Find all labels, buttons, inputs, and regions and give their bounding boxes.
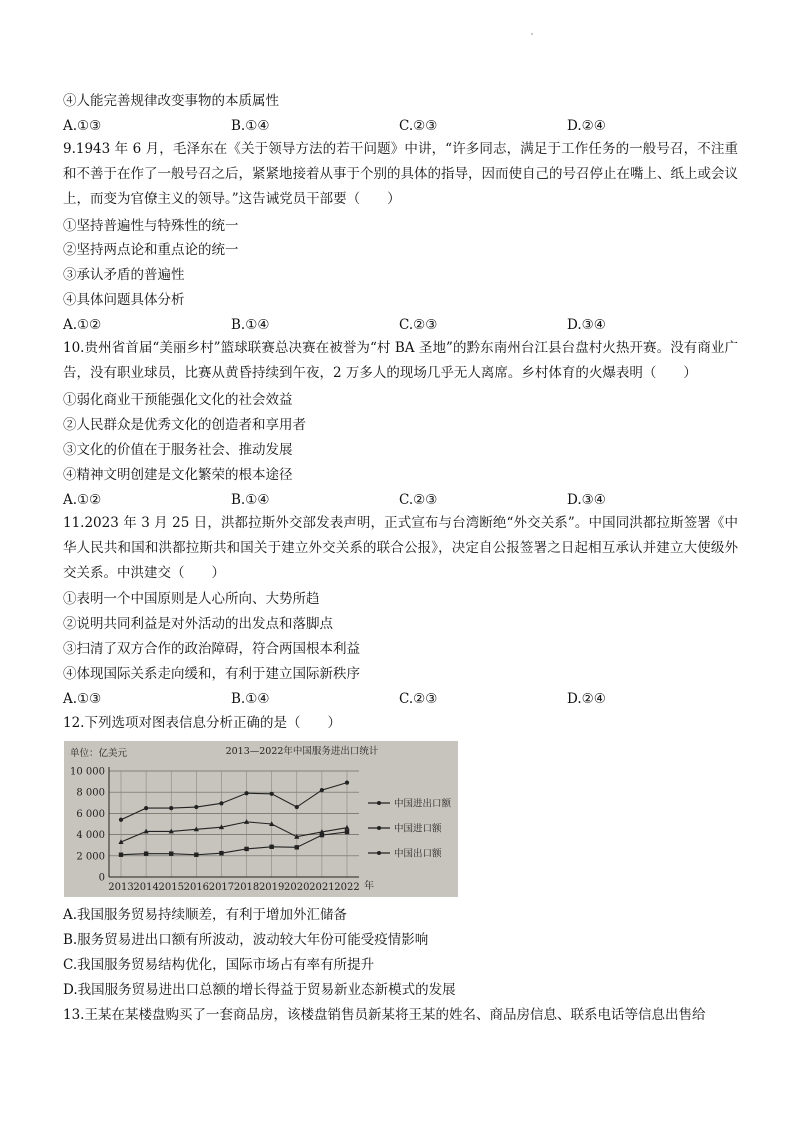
chart-x-tick-label: 2022 (334, 882, 360, 893)
q8-option-b: B.①④ (231, 118, 270, 134)
q11-option-a: A.①③ (63, 691, 102, 707)
q11-item-3: ③扫清了双方合作的政治障碍，符合两国根本利益 (63, 641, 360, 657)
chart-y-tick-label: 2 000 (76, 851, 105, 863)
q8-option-a: A.①③ (63, 118, 102, 134)
q9-item-4: ④具体问题具体分析 (63, 292, 185, 308)
chart-x-tick-label: 2021 (309, 882, 335, 893)
chart-y-tick-label: 8 000 (76, 787, 105, 799)
q9-option-c: C.②③ (399, 317, 438, 333)
q11-option-d: D.②④ (567, 691, 606, 707)
chart-point (345, 781, 349, 785)
q11-item-4: ④体现国际关系走向缓和，有利于建立国际新秩序 (63, 666, 360, 682)
q10-option-d: D.③④ (567, 492, 606, 508)
chart-point (194, 805, 198, 809)
chart-point (144, 806, 148, 810)
chart-x-tick-label: 2018 (233, 882, 260, 893)
chart-legend-marker (377, 826, 381, 830)
q12-choice-d: D.我国服务贸易进出口总额的增长得益于贸易新业态新模式的发展 (63, 982, 456, 998)
chart-point (119, 818, 123, 822)
chart-legend-marker (377, 801, 381, 805)
chart-point (295, 845, 299, 849)
q11-stem: 11.2023 年 3 月 25 日，洪都拉斯外交部发表声明，正式宣布与台湾断绝“外交关系”。中国同洪都拉斯签署《中华人民共和国和洪都拉斯共和国关于建立外交关系的联合公报》，决定自公报签署之日起相互承认并建立大使级外交关系。中洪建交（ ） (63, 515, 738, 581)
chart-x-suffix: 年 (364, 881, 374, 892)
q10-item-2: ②人民群众是优秀文化的创造者和享用者 (63, 417, 306, 433)
q9-option-a: A.①② (63, 317, 102, 333)
q12-choice-c: C.我国服务贸易结构优化，国际市场占有率有所提升 (63, 957, 375, 973)
q9-option-b: B.①④ (231, 317, 270, 333)
q11-option-b: B.①④ (231, 691, 270, 707)
q9-item-2: ②坚持两点论和重点论的统一 (63, 242, 239, 258)
q8-item-4: ④人能完善规律改变事物的本质属性 (63, 93, 279, 109)
chart-point (345, 830, 349, 834)
q12-stem: 12.下列选项对图表信息分析正确的是（ ） (63, 715, 341, 731)
chart-x-tick-label: 2017 (208, 882, 235, 893)
chart-point (295, 805, 299, 809)
chart-point (119, 853, 123, 857)
q10-item-3: ③文化的价值在于服务社会、推动发展 (63, 442, 293, 458)
q10-item-4: ④精神文明创建是文化繁荣的根本途径 (63, 467, 293, 483)
chart-series-line (121, 832, 347, 855)
chart-point (169, 806, 173, 810)
q9-option-d: D.③④ (567, 317, 606, 333)
chart-legend-marker (377, 851, 381, 855)
chart-point (270, 792, 274, 796)
chart-x-tick-label: 2020 (284, 882, 310, 893)
chart-point (219, 851, 223, 855)
chart-point (194, 853, 198, 857)
chart-x-tick-label: 2016 (183, 882, 210, 893)
q10-option-a: A.①② (63, 492, 102, 508)
q11-option-c: C.②③ (399, 691, 438, 707)
chart-legend-label: 中国进口额 (394, 823, 442, 835)
q10-stem: 10.贵州省首届“美丽乡村”篮球联赛总决赛在被誉为“村 BA 圣地”的黔东南州台江县台盘村火热开赛。没有商业广告，没有职业球员，比赛从黄昏持续到午夜，2 万多人的现场几乎无人离席。乡村体育的火爆表明（ ） (63, 340, 738, 381)
chart-point (320, 833, 324, 837)
q8-option-c: C.②③ (399, 118, 438, 134)
chart-point (244, 847, 248, 851)
chart-x-tick-label: 2015 (158, 882, 184, 893)
chart-point (219, 801, 223, 805)
chart-point (169, 851, 173, 855)
chart-y-tick-label: 4 000 (76, 830, 105, 842)
chart-x-tick-label: 2014 (133, 882, 159, 893)
chart-series-line (121, 783, 347, 820)
chart-point (144, 851, 148, 855)
q10-option-c: C.②③ (399, 492, 438, 508)
chart-unit-label: 单位：亿美元 (70, 748, 128, 759)
chart-legend-label: 中国出口额 (394, 848, 442, 860)
chart-point (244, 819, 249, 824)
chart-title: 2013—2022年中国服务进出口统计 (225, 746, 379, 757)
chart-x-tick-label: 2019 (258, 882, 285, 893)
chart-x-tick-label: 2013 (108, 882, 134, 893)
q12-choice-b: B.服务贸易进出口额有所波动，波动较大年份可能受疫情影响 (63, 932, 429, 948)
q11-item-2: ②说明共同利益是对外活动的出发点和落脚点 (63, 616, 333, 632)
scan-speck (531, 33, 533, 35)
chart-y-tick-label: 0 (98, 872, 105, 884)
chart-y-tick-label: 10 000 (70, 766, 105, 778)
chart-point (320, 788, 324, 792)
q9-item-3: ③承认矛盾的普遍性 (63, 267, 185, 283)
q8-option-d: D.②④ (567, 118, 606, 134)
chart-y-tick-label: 6 000 (76, 808, 105, 820)
chart-point (269, 845, 273, 849)
trade-chart (64, 741, 458, 897)
q13-stem: 13.王某在某楼盘购买了一套商品房，该楼盘销售员新某将王某的姓名、商品房信息、联系电话等信息出售给 (63, 1007, 706, 1023)
trade-chart-svg (64, 741, 458, 897)
chart-point (244, 791, 248, 795)
q9-stem: 9.1943 年 6 月，毛泽东在《关于领导方法的若干问题》中讲，“许多同志，满足于工作任务的一般号召，不注重和不善于在作了一般号召之后，紧紧地接着从事于个别的具体的指导，因而使自己的号召停止在嘴上、纸上或会议上，而变为官僚主义的领导。”这告诫党员干部要（ ） (63, 141, 738, 207)
chart-point (344, 825, 349, 830)
q12-choice-a: A.我国服务贸易持续顺差，有利于增加外汇储备 (63, 907, 348, 923)
q10-item-1: ①弱化商业干预能强化文化的社会效益 (63, 392, 293, 408)
q11-item-1: ①表明一个中国原则是人心所向、大势所趋 (63, 591, 320, 607)
chart-legend-label: 中国进出口额 (394, 798, 452, 810)
q9-item-1: ①坚持普遍性与特殊性的统一 (63, 218, 239, 234)
q10-option-b: B.①④ (231, 492, 270, 508)
